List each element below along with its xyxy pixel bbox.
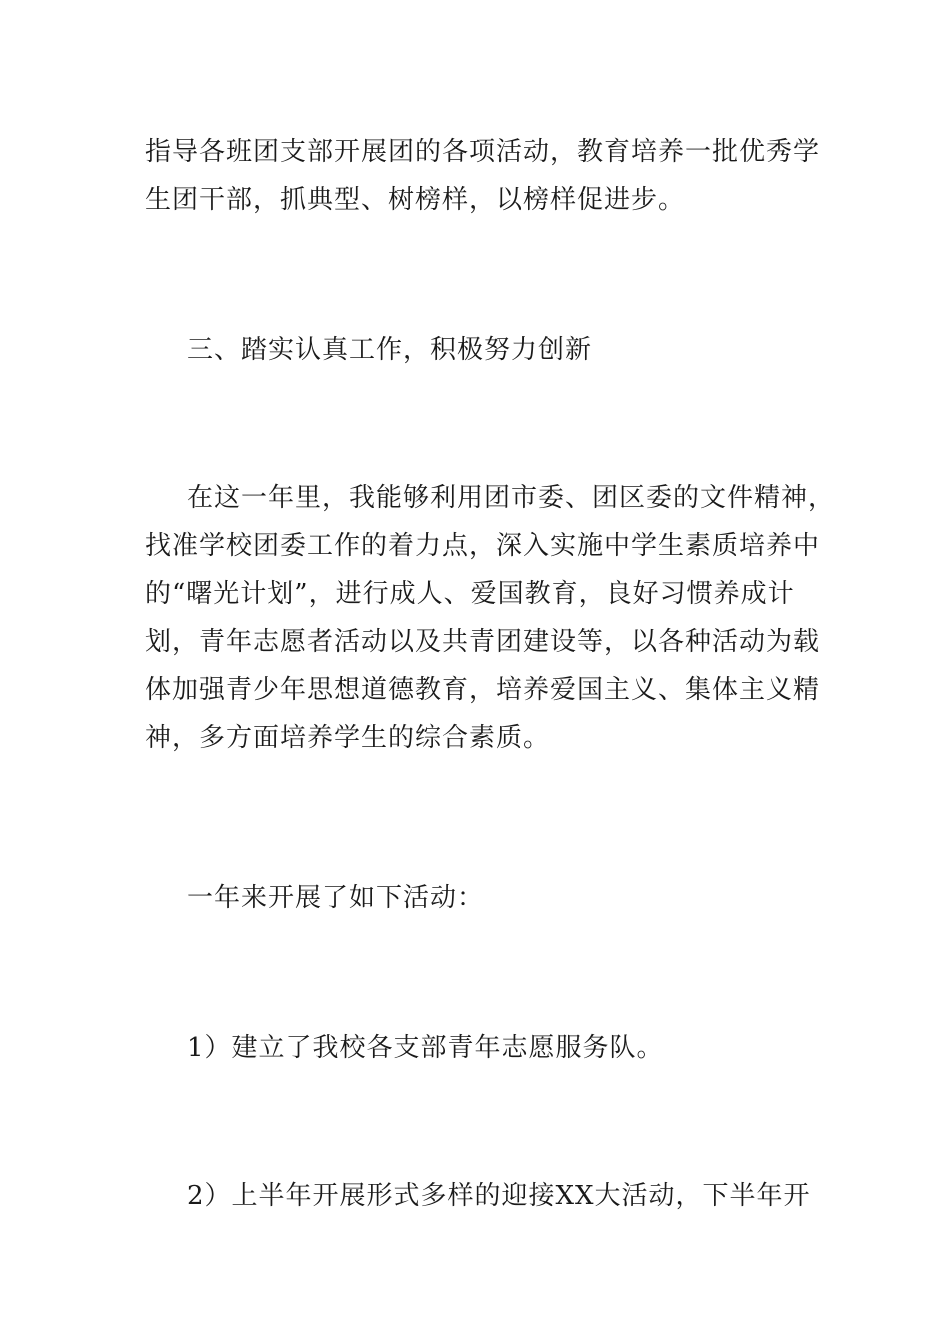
text-line: 找准学校团委工作的着力点，深入实施中学生素质培养中 <box>145 531 821 561</box>
list-item-1 <box>145 1024 810 1072</box>
text-line: 体加强青少年思想道德教育，培养爱国主义、集体主义精 <box>145 675 821 705</box>
section-heading-3 <box>145 326 810 374</box>
text-line: 一年来开展了如下活动： <box>187 883 485 913</box>
list-item-2 <box>145 1172 810 1220</box>
text-line: 2）上半年开展形式多样的迎接XX大活动，下半年开 <box>187 1181 811 1211</box>
text-line: 的“曙光计划”，进行成人、爱国教育，良好习惯养成计 <box>145 579 795 609</box>
text-line: 划，青年志愿者活动以及共青团建设等，以各种活动为载 <box>145 627 821 657</box>
paragraph-activities-intro <box>145 874 810 922</box>
heading-text: 三、踏实认真工作，积极努力创新 <box>187 335 593 365</box>
paragraph-body-2 <box>145 474 836 762</box>
text-line: 生团干部，抓典型、树榜样，以榜样促进步。 <box>145 185 686 215</box>
text-line: 指导各班团支部开展团的各项活动，教育培养一批优秀学 <box>145 137 821 167</box>
text-line: 在这一年里，我能够利用团市委、团区委的文件精神， <box>187 483 836 513</box>
paragraph-body-1 <box>145 128 821 224</box>
text-line: 神，多方面培养学生的综合素质。 <box>145 723 551 753</box>
text-line: 1）建立了我校各支部青年志愿服务队。 <box>187 1033 664 1063</box>
